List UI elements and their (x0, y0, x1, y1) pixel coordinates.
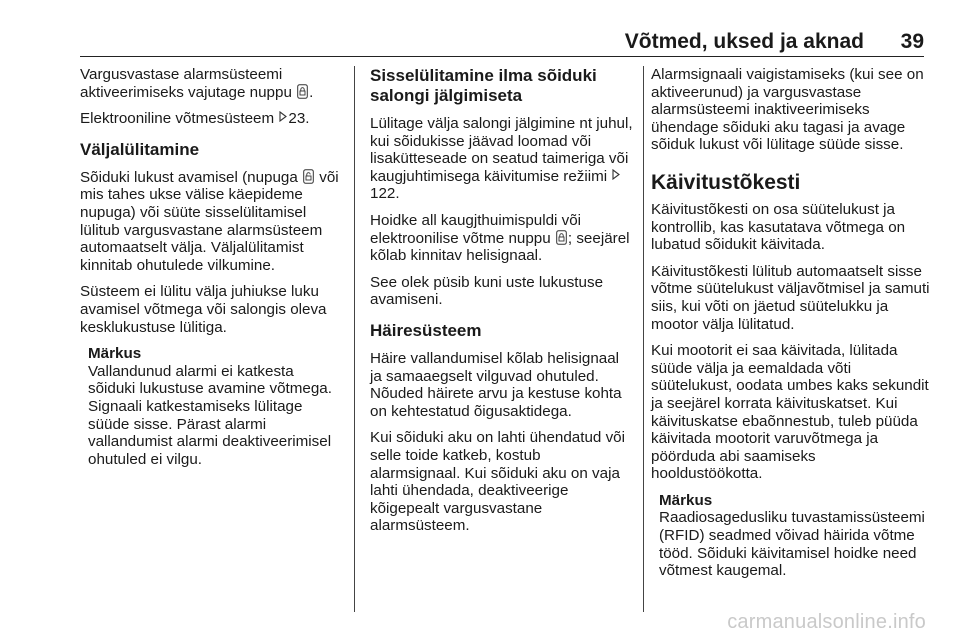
paragraph: Süsteem ei lülitu välja juhiukse luku avamisel võtmega või salongis oleva kesklukustuse lülitiga. (80, 283, 327, 336)
paragraph: Kui sõiduki aku on lahti ühendatud või selle toide katkeb, kostub alarmsignaal. Kui sõiduki aku on vaja lahti ühendada, deaktiveerige kõigepealt vargusvastane alarmsüsteem. (370, 429, 625, 535)
page-reference[interactable]: 122 (370, 185, 396, 203)
column-1 (80, 66, 342, 468)
section-title: Võtmed, uksed ja aknad (624, 30, 864, 53)
column-divider (354, 66, 355, 612)
unlock-icon (303, 169, 314, 184)
note-box (659, 492, 931, 580)
page-reference-triangle-icon (279, 111, 287, 122)
heading-alarm-system: Häiresüsteem (370, 320, 482, 340)
note-title: Märkus (88, 345, 142, 363)
paragraph: Käivitustõkesti on osa süütelukust ja kontrollib, kas kasutatava võtmega on lubatud sõidukit käivitada. (651, 200, 906, 254)
paragraph (80, 110, 342, 128)
text: Hoidke all kaugjthuimispuldi või elektroonilise võtme nuppu (370, 211, 582, 247)
paragraph: Häire vallandumisel kõlab helisignaal ja samaaegselt vilguvad ohutuled. Nõuded häirete arvu ja kestuse kohta on kehtestatud õigusaktidega. (370, 349, 622, 420)
page-reference[interactable]: 23 (288, 110, 306, 128)
column-3 (651, 66, 931, 580)
lock-icon (297, 84, 308, 99)
heading-immobilizer: Käivitustõkesti (651, 170, 801, 194)
paragraph (80, 169, 342, 275)
heading-activation-without-interior-monitoring: Sisselülitamine ilma sõiduki salongi jälgimiseta (370, 66, 597, 105)
lock-icon (556, 230, 567, 245)
note-title: Märkus (659, 491, 713, 509)
paragraph: Alarmsignaali vaigistamiseks (kui see on aktiveerunud) ja vargusvastase alarmsüsteemi inaktiveerimiseks ühendage sõiduki aku tagasi ja avage sõiduk lukust või lülitage süüde sisse. (651, 66, 924, 154)
text: Sõiduki lukust avamisel (nupuga (80, 168, 303, 186)
page-reference-triangle-icon (612, 169, 620, 180)
text: . (309, 83, 314, 101)
column-2 (370, 66, 635, 544)
page-header (80, 30, 924, 52)
column-divider (643, 66, 644, 612)
note-box (88, 345, 342, 468)
paragraph (80, 66, 342, 101)
text: . (395, 185, 400, 203)
heading-deactivation: Väljalülitamine (80, 139, 200, 159)
text: . (305, 110, 310, 128)
watermark: carmanualsonline.info (727, 611, 926, 633)
text: Vargusvastase alarmsüsteemi aktiveerimiseks vajutage nuppu (80, 66, 297, 101)
text: ; seejärel kõlab kinnitav helisignaal. (370, 229, 630, 265)
paragraph: Kui mootorit ei saa käivitada, lülitada süüde välja ja eemaldada võti süütelukust, oodata umbes kaks sekundit ja seejärel korrata käivituskatset. Kui käivituskatse ebaõnnestub, tuleb püüda käivitada mootorit varuvõtmega ja pöörduda abi saamiseks hooldustöökotta. (651, 342, 929, 483)
text: või mis tahes ukse välise käepideme nupuga) või süüte sisselülitamisel lülitub vargusvastane alarmsüsteem automaatselt välja. Väljalülitamist kinnitab ohutulede vilkumine. (80, 168, 339, 274)
paragraph: Käivitustõkesti lülitub automaatselt sisse võtme süütelukust väljavõtmisel ja samuti siis, kui võti on jäetud süütelukku ja mootor välja lülitatud. (651, 262, 930, 333)
text: Lülitage välja salongi jälgimine nt juhul, kui sõidukisse jäävad loomad või lisakütteseade on seatud taimeriga või kaugjuhtimisega käivitumise režiimi (370, 115, 633, 185)
note-text: Vallandunud alarmi ei katkesta sõiduki lukustuse avamine võtmega. Signaali katkestamiseks lülitage süüde sisse. Pärast alarmi vallandumist alarmi deaktiveerimisel ohutuled ei vilgu. (88, 362, 332, 468)
paragraph (370, 115, 635, 203)
paragraph (370, 212, 635, 265)
paragraph: See olek püsib kuni uste lukustuse avamiseni. (370, 273, 604, 309)
text: Elektrooniline võtmesüsteem (80, 110, 279, 128)
note-text: Raadiosagedusliku tuvastamissüsteemi (RFID) seadmed võivad häirida võtme tööd. Sõiduki käivitamisel hoidke need võtmest kaugemal. (659, 509, 925, 580)
page-number: 39 (900, 30, 924, 53)
header-rule (80, 56, 924, 57)
